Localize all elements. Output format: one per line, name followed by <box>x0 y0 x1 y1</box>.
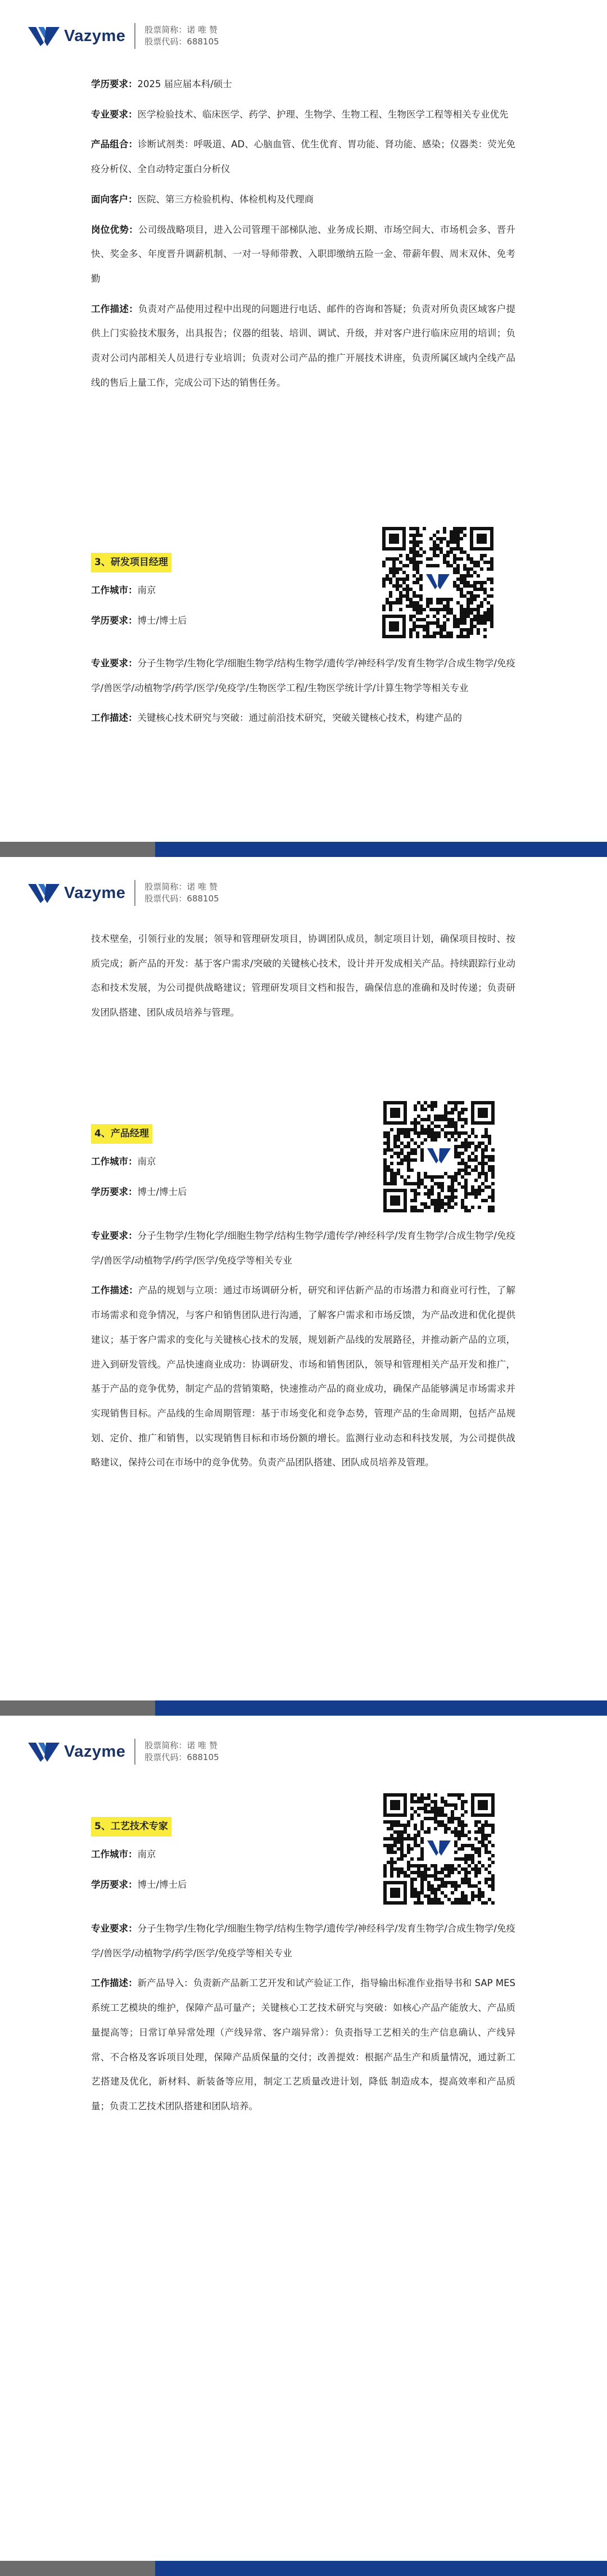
section5-title: 5、工艺技术专家 <box>91 1817 171 1837</box>
description-row: 工作描述：负责对产品使用过程中出现的问题进行电话、邮件的咨询和答疑；负责对所负责区域客户提供上门实验技术服务，出具报告；仪器的组装、培训、调试、升级，并对客户进行临床应用的培训；负责对公司内部相关人员进行专业培训；负责对公司产品的推广开展技术讲座，负责所属区域内全线产品线的售后上量工作，完成公司下达的销售任务。 <box>91 303 516 388</box>
section4-city: 工作城市：南京 <box>91 1156 156 1167</box>
footer-bar <box>0 842 607 857</box>
section5-major: 专业要求：分子生物学/生物化学/细胞生物学/结构生物学/遗传学/神经科学/发育生物学/合成生物学/免疫学/兽医学/动植物学/药学/医学/免疫学等相关专业 <box>91 1923 515 1959</box>
qr-code-icon <box>382 1100 496 1214</box>
education-row: 学历要求：2025 届应届本科/硕士 <box>91 79 232 89</box>
section3-continuation <box>91 927 515 1031</box>
section5-edu: 学历要求：博士/博士后 <box>91 1879 187 1890</box>
section3-title: 3、研发项目经理 <box>91 553 171 572</box>
section3-city: 工作城市：南京 <box>91 585 156 596</box>
qr-pattern <box>382 1792 496 1906</box>
header-divider <box>134 1739 135 1765</box>
footer-bar-blue <box>155 842 607 857</box>
header-divider <box>134 880 135 906</box>
qr-code-icon <box>382 1792 496 1906</box>
section4-edu: 学历要求：博士/博士后 <box>91 1186 187 1197</box>
footer-bar-grey <box>0 2561 155 2576</box>
qr-center-logo-icon <box>424 1834 454 1864</box>
stock-name: 股票简称：诺 唯 赞 <box>144 882 218 892</box>
section3-major: 专业要求：分子生物学/生物化学/细胞生物学/结构生物学/遗传学/神经科学/发育生物学/合成生物学/免疫学/兽医学/动植物学/药学/医学/免疫学/生物医学工程/生物医学统计学/计算生物学等相关专业 <box>91 658 515 693</box>
header <box>27 1735 219 1769</box>
footer-bar-blue <box>155 2561 607 2576</box>
major-row: 专业要求：医学检验技术、临床医学、药学、护理、生物学、生物工程、生物医学工程等相关专业优先 <box>91 109 509 120</box>
logo-text: Vazyme <box>64 26 126 45</box>
section3-desc-continued: 技术壁垒，引领行业的发展；领导和管理研发项目，协调团队成员，制定项目计划，确保项目按时、按质完成；新产品的开发：基于客户需求/突破的关键核心技术，设计并开发成相关产品。持续跟踪行业动态和技术发展，为公司提供战略建议；管理研发项目文档和报告，确保信息的准确和及时传递；负责研发团队搭建、团队成员培养与管理。 <box>91 933 515 1018</box>
section4-major: 专业要求：分子生物学/生物化学/细胞生物学/结构生物学/遗传学/神经科学/发育生物学/合成生物学/免疫学/兽医学/动植物学/药学/医学/免疫学等相关专业 <box>91 1230 515 1266</box>
header <box>27 19 219 53</box>
section3-desc: 工作描述：关键核心技术研究与突破：通过前沿技术研究，突破关键核心技术，构建产品的 <box>91 712 462 724</box>
vazyme-logo-icon <box>27 881 61 905</box>
footer-bar <box>0 1700 607 1716</box>
stock-info <box>144 881 219 905</box>
customers-row: 面向客户：医院、第三方检验机构、体检机构及代理商 <box>91 193 314 205</box>
page-3 <box>0 1716 607 2576</box>
logo-text: Vazyme <box>64 1742 126 1761</box>
vazyme-logo-icon <box>27 1739 61 1764</box>
page1-requirements <box>91 72 515 401</box>
section5-head <box>91 1814 372 1903</box>
advantage-row: 岗位优势：公司级战略项目，进入公司管理干部梯队池、业务成长期、市场空间大、市场机会多、晋升快、奖金多、年度晋升调薪机制、一对一导师带教、入职即缴纳五险一金、带薪年假、周末双休、免考勤 <box>91 224 516 285</box>
footer-bar-grey <box>0 842 155 857</box>
section4-desc: 工作描述：产品的规划与立项：通过市场调研分析，研究和评估新产品的市场潜力和商业可行性，了解市场需求和竞争情况，与客户和销售团队进行沟通，了解客户需求和市场反馈，为产品改进和优化提供建议；基于客户需求的变化与关键核心技术的发展，规划新产品线的发展路径，并推动新产品的立项，进入到研发管线。产品快速商业成功：协调研发、市场和销售团队，领导和管理相关产品开发和推广，基于产品的竞争优势，制定产品的营销策略，快速推动产品的商业成功，确保产品能够满足市场需求并实现销售目标。产品线的生命周期管理：基于市场变化和竞争态势，管理产品的生命周期，包括产品规划、定价、推广和销售，以实现销售目标和市场份额的增长。监测行业动态和科技发展，为公司提供战略建议，保持公司在市场中的竞争优势。负责产品团队搭建、团队成员培养及管理。 <box>91 1285 516 1468</box>
qr-pattern <box>382 1100 496 1214</box>
section5-body <box>91 1916 515 2124</box>
stock-code: 股票代码：688105 <box>144 37 219 47</box>
section3-body <box>91 651 515 736</box>
page-2 <box>0 857 607 1716</box>
products-row: 产品组合：诊断试剂类：呼吸道、AD、心脑血管、优生优育、胃功能、肾功能、感染；仪器类：荧光免疫分析仪、全自动特定蛋白分析仪 <box>91 139 516 175</box>
stock-name: 股票简称：诺 唯 赞 <box>144 1740 218 1751</box>
stock-name: 股票简称：诺 唯 赞 <box>144 25 218 35</box>
footer-bar <box>0 2561 607 2576</box>
qr-center-logo-icon <box>424 1142 454 1172</box>
page-1 <box>0 0 607 857</box>
section4-title: 4、产品经理 <box>91 1124 152 1144</box>
section3-edu: 学历要求：博士/博士后 <box>91 615 187 626</box>
section5-desc: 工作描述：新产品导入：负责新产品新工艺开发和试产验证工作，指导输出标准作业指导书和 SAP MES 系统工艺模块的维护，保障产品可量产；关键核心工艺技术研究与突破：如核心产品产能放大、产品质量提高等；日常订单异常处理（产线异常、客户端异常）：负责指导工艺相关的生产信息确认、产线异常、不合格及客诉项目处理，保障产品质保量的交付；改善提效：根据产品生产和质量情况，通过新工艺搭建及优化，新材料、新装备等应用，制定工艺质量改进计划，降低 制造成本，提高效率和产品质量；负责工艺技术团队搭建和团队培养。 <box>91 1978 515 2112</box>
footer-bar-blue <box>155 1700 607 1716</box>
stock-info <box>144 24 219 48</box>
section5-city: 工作城市：南京 <box>91 1849 156 1860</box>
qr-pattern <box>381 526 495 640</box>
qr-center-logo-icon <box>423 567 453 598</box>
section3-head <box>91 550 372 639</box>
section4-body <box>91 1224 515 1481</box>
logo-text: Vazyme <box>64 883 126 902</box>
stock-code: 股票代码：688105 <box>144 894 219 904</box>
section4-head <box>91 1121 372 1210</box>
stock-info <box>144 1740 219 1763</box>
qr-code-icon <box>381 526 495 640</box>
header <box>27 876 219 910</box>
vazyme-logo-icon <box>27 24 61 48</box>
stock-code: 股票代码：688105 <box>144 1752 219 1762</box>
footer-bar-grey <box>0 1700 155 1716</box>
header-divider <box>134 23 135 49</box>
